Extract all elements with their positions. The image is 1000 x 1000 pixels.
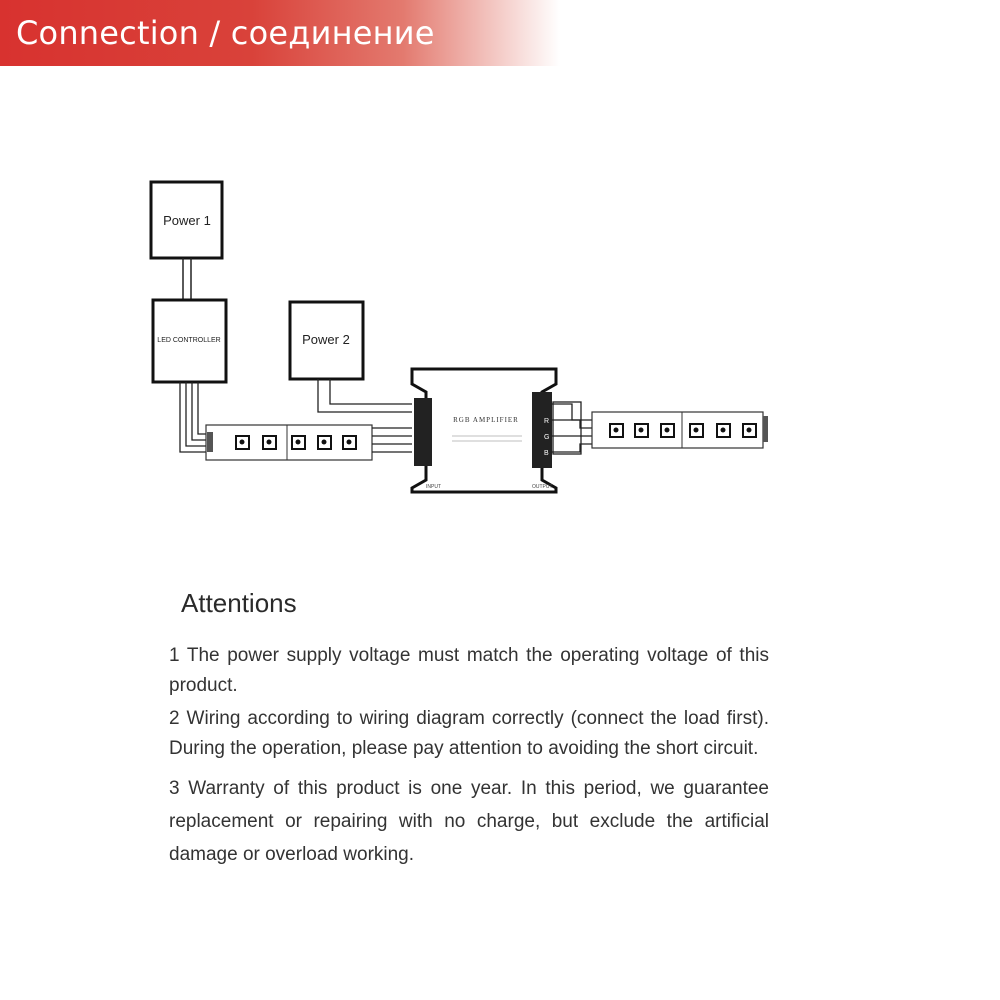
amplifier-input-label: INPUT (426, 484, 441, 490)
power1-label: Power 1 (163, 213, 211, 228)
wire-power2-amplifier (318, 379, 412, 412)
attentions-title: Attentions (181, 588, 297, 618)
power2-box (290, 302, 363, 379)
attention-item-2: 2 Wiring according to wiring diagram correctly (connect the load first). During the operation, please pay attention to avoiding the short circuit. (169, 708, 769, 759)
led-strip-1 (206, 425, 372, 460)
led-controller-label: LED CONTROLLER (157, 337, 221, 344)
channel-label-r: R (544, 418, 550, 425)
channel-label-b: B (544, 450, 549, 457)
channel-label-g: G (544, 434, 550, 441)
page-title: Connection / соединение (16, 14, 435, 52)
power1-box (151, 182, 222, 258)
led-strip-2 (592, 412, 768, 448)
wire-strip-amplifier (372, 428, 412, 452)
wire-power1-controller (183, 258, 191, 300)
power2-label: Power 2 (302, 332, 350, 347)
amplifier-label: RGB AMPLIFIER (453, 416, 519, 424)
amplifier-output-label: OUTPUT (532, 484, 553, 490)
rgb-amplifier (412, 369, 556, 492)
led-controller-box (153, 300, 226, 382)
attention-item-3: 3 Warranty of this product is one year. In this period, we guarantee replacement or repairing with no charge, but exclude the artificial damage or overload working. (169, 778, 769, 865)
wire-amplifier-strip (552, 402, 592, 454)
attention-item-1: 1 The power supply voltage must match the operating voltage of this product. (169, 645, 769, 696)
wire-controller-strip (180, 382, 206, 452)
